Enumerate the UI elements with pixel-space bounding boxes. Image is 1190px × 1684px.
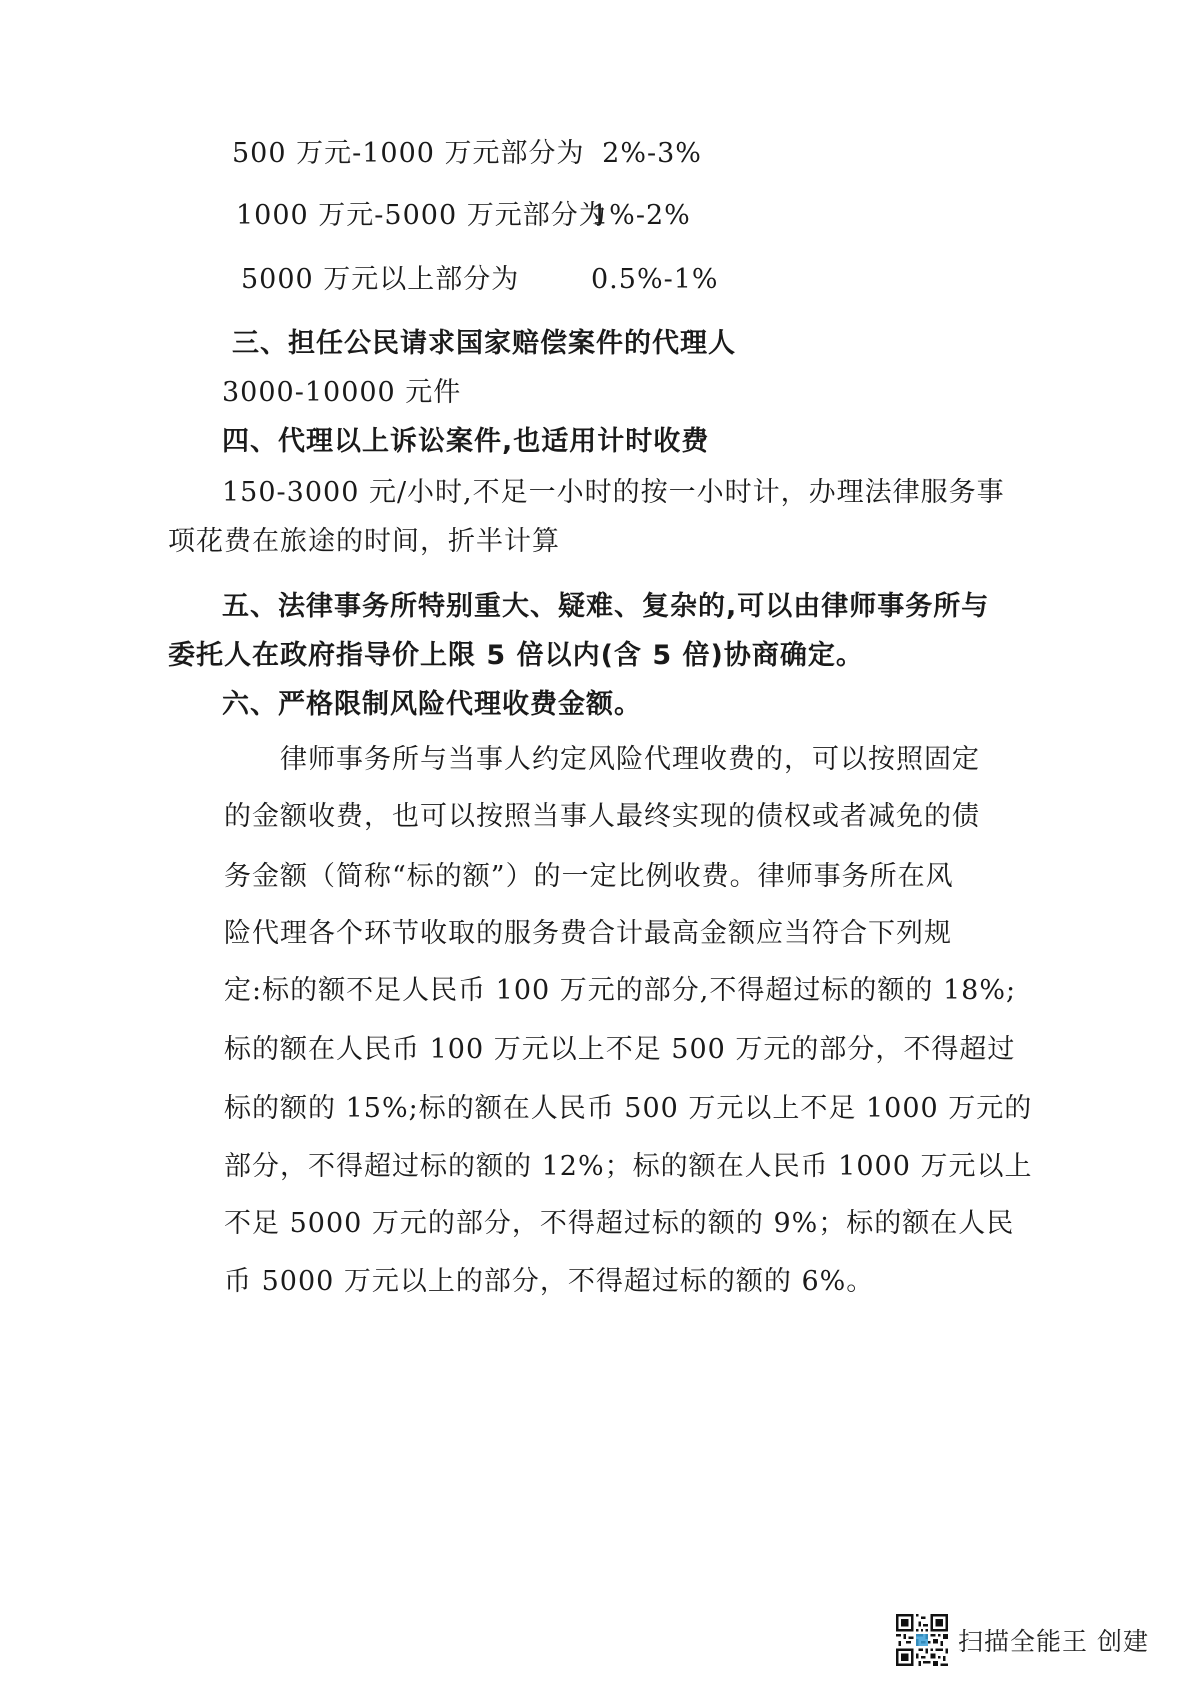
section-6-line: 律师事务所与当事人约定风险代理收费的，可以按照固定 <box>280 744 980 775</box>
tier-range: 1000 万元-5000 万元部分为 <box>236 200 607 231</box>
tier-row <box>236 199 607 233</box>
section-6-line: 定:标的额不足人民币 100 万元的部分,不得超过标的额的 18%; <box>224 975 1017 1006</box>
qr-code-icon <box>896 1614 948 1666</box>
watermark-text: 扫描全能王 创建 <box>958 1627 1149 1656</box>
section-5-line: 委托人在政府指导价上限 5 倍以内(含 5 倍)协商确定。 <box>168 640 864 671</box>
section-6-line: 务金额（简称“标的额”）的一定比例收费。律师事务所在风 <box>224 861 954 892</box>
tier-row <box>232 137 702 171</box>
tier-rate: 0.5%-1% <box>591 264 719 295</box>
tier-row <box>241 263 519 297</box>
section-heading-4: 四、代理以上诉讼案件,也适用计时收费 <box>222 426 710 457</box>
section-5-line: 五、法律事务所特别重大、疑难、复杂的,可以由律师事务所与 <box>222 591 990 622</box>
section-heading-3: 三、担任公民请求国家赔偿案件的代理人 <box>232 328 736 359</box>
section-6-line: 的金额收费，也可以按照当事人最终实现的债权或者减免的债 <box>224 801 980 832</box>
section-6-line: 险代理各个环节收取的服务费合计最高金额应当符合下列规 <box>224 918 952 949</box>
section-6-line: 标的额在人民币 100 万元以上不足 500 万元的部分，不得超过 <box>224 1034 1016 1065</box>
tier-rate: 2%-3% <box>602 138 702 169</box>
section-text-4-line: 150-3000 元/小时,不足一小时的按一小时计，办理法律服务事 <box>222 477 1005 508</box>
section-6-line: 不足 5000 万元的部分，不得超过标的额的 9%；标的额在人民 <box>224 1208 1015 1239</box>
tier-range: 5000 万元以上部分为 <box>241 264 520 295</box>
scanner-watermark <box>896 1614 1149 1666</box>
section-text-4-line: 项花费在旅途的时间，折半计算 <box>168 526 560 557</box>
tier-rate: 1%-2% <box>591 200 691 231</box>
section-text-3: 3000-10000 元件 <box>222 377 462 408</box>
section-heading-6: 六、严格限制风险代理收费金额。 <box>222 689 642 720</box>
section-6-line: 币 5000 万元以上的部分，不得超过标的额的 6%。 <box>224 1266 875 1297</box>
section-6-line: 部分，不得超过标的额的 12%；标的额在人民币 1000 万元以上 <box>224 1151 1033 1182</box>
tier-range: 500 万元-1000 万元部分为 <box>232 138 585 169</box>
section-6-line: 标的额的 15%;标的额在人民币 500 万元以上不足 1000 万元的 <box>224 1093 1033 1124</box>
